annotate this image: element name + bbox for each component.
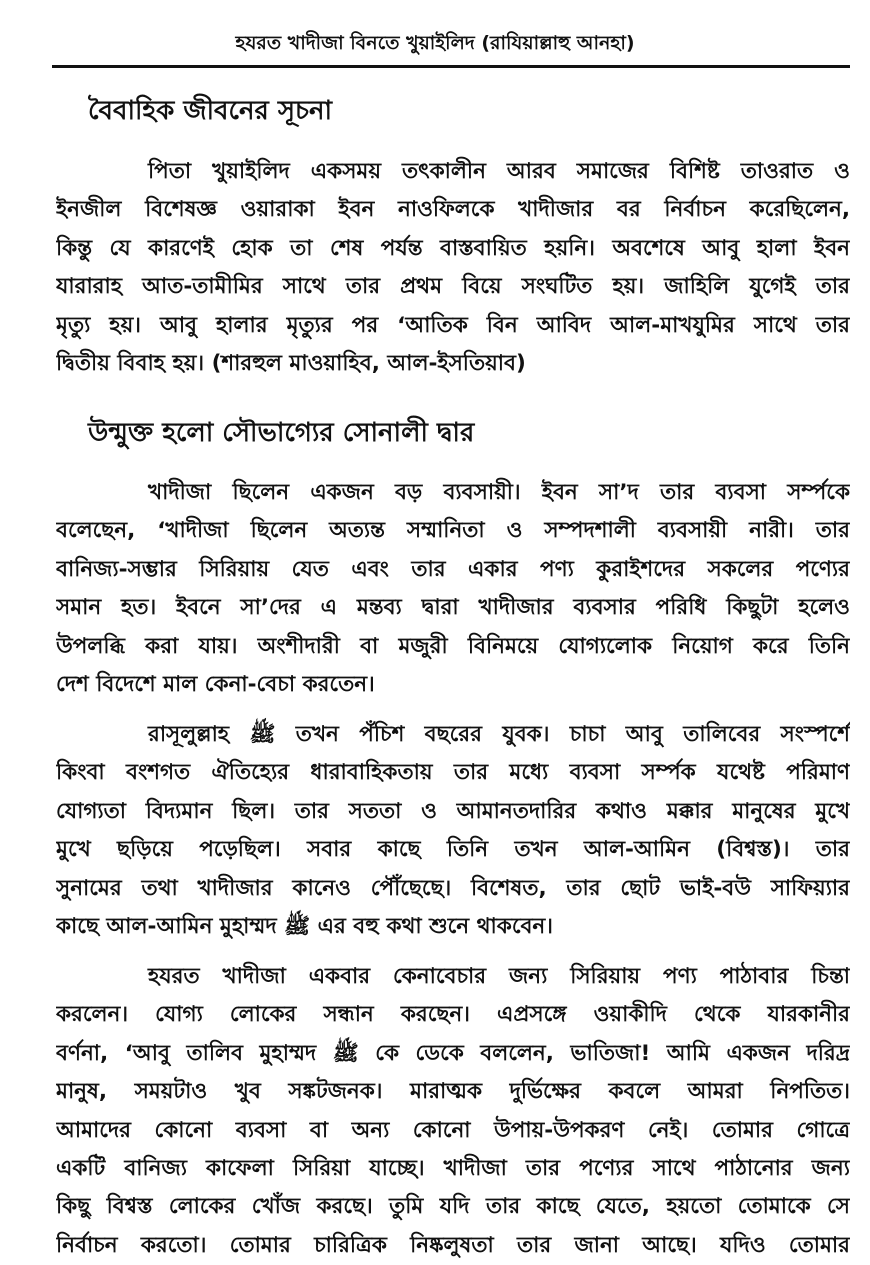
text-line: কিংবা বংশগত ঐতিহ্যের ধারাবাহিকতায় তার মধ্যে ব্যবসা সর্ম্পক যথেষ্ট পরিমাণ bbox=[56, 760, 850, 786]
text-line: কিন্তু যে কারণেই হোক তা শেষ পর্যন্ত বাস্তবায়িত হয়নি। অবশেষে আবু হালা ইবন bbox=[56, 235, 850, 261]
text-line: একটি বানিজ্য কাফেলা সিরিয়া যাচ্ছে। খাদীজা তার পণ্যের সাথে পাঠানোর জন্য bbox=[56, 1155, 850, 1181]
text-line: মানুষ, সময়টাও খুব সঙ্কটজনক। মারাত্মক দুর্ভিক্ষের কবলে আমরা নিপতিত। bbox=[56, 1079, 850, 1105]
text-line: আমাদের কোনো ব্যবসা বা অন্য কোনো উপায়-উপকরণ নেই। তোমার গোত্রে bbox=[56, 1117, 850, 1143]
paragraph bbox=[56, 716, 850, 946]
text-line: মৃত্যু হয়। আবু হালার মৃত্যুর পর ‘আতিক বিন আবিদ আল-মাখযুমির সাথে তার bbox=[56, 312, 850, 338]
text-line: রাসূলুল্লাহ ﷺ তখন পঁচিশ বছরের যুবক। চাচা আবু তালিবের সংস্পর্শে bbox=[148, 722, 850, 747]
text-line: করলেন। যোগ্য লোকের সন্ধান করছেন। এপ্রসঙ্গে ওয়াকীদি থেকে যারকানীর bbox=[56, 1002, 850, 1028]
text-line: উপলব্ধি করা যায়। অংশীদারী বা মজুরী বিনিময়ে যোগ্যলোক নিয়োগ করে তিনি bbox=[56, 633, 850, 659]
header-rule bbox=[52, 65, 850, 68]
text-line: যারারাহ আত-তামীমির সাথে তার প্রথম বিয়ে সংঘটিত হয়। জাহিলি যুগেই তার bbox=[56, 274, 850, 300]
text-line: দ্বিতীয় বিবাহ হয়। (শারহুল মাওয়াহিব, আল-ইসতিয়াব) bbox=[56, 350, 526, 376]
text-line: বলেছেন, ‘খাদীজা ছিলেন অত্যন্ত সম্মানিতা ও সম্পদশালী ব্যবসায়ী নারী। তার bbox=[56, 518, 850, 544]
paragraph bbox=[56, 153, 850, 383]
text-line: হযরত খাদীজা একবার কেনাবেচার জন্য সিরিয়ায় পণ্য পাঠাবার চিন্তা bbox=[148, 964, 850, 989]
text-line: পিতা খুয়াইলিদ একসময় তৎকালীন আরব সমাজের বিশিষ্ট তাওরাত ও bbox=[148, 159, 850, 184]
paragraph bbox=[56, 474, 850, 704]
text-line: যোগ্যতা বিদ্যমান ছিল। তার সততা ও আমানতদারির কথাও মক্কার মানুষের মুখে bbox=[56, 798, 850, 824]
text-line: দেশ বিদেশে মাল কেনা-বেচা করতেন। bbox=[56, 671, 375, 697]
text-line: ইনজীল বিশেষজ্ঞ ওয়ারাকা ইবন নাওফিলকে খাদীজার বর নির্বাচন করেছিলেন, bbox=[56, 197, 850, 223]
running-header: হযরত খাদীজা বিনতে খুয়াইলিদ (রাযিয়াল্লাহু আনহা) bbox=[235, 32, 635, 54]
text-line: নির্বাচন করতো। তোমার চারিত্রিক নিষ্কলুষতা তার জানা আছে। যদিও তোমার bbox=[56, 1232, 850, 1258]
text-line: বানিজ্য-সম্ভার সিরিয়ায় যেত এবং তার একার পণ্য কুরাইশদের সকলের পণ্যের bbox=[56, 556, 850, 582]
paragraph bbox=[56, 958, 850, 1265]
text-line: বর্ণনা, ‘আবু তালিব মুহাম্মদ ﷺ কে ডেকে বললেন, ভাতিজা! আমি একজন দরিদ্র bbox=[56, 1040, 850, 1066]
text-line: খাদীজা ছিলেন একজন বড় ব্যবসায়ী। ইবন সা’দ তার ব্যবসা সর্ম্পকে bbox=[148, 480, 850, 505]
text-line: সুনামের তথা খাদীজার কানেও পৌঁছেছে। বিশেষত, তার ছোট ভাই-বউ সাফিয়্যার bbox=[56, 875, 850, 901]
text-line: কাছে আল-আমিন মুহাম্মদ ﷺ এর বহু কথা শুনে থাকবেন। bbox=[56, 913, 553, 939]
text-line: সমান হত। ইবনে সা’দের এ মন্তব্য দ্বারা খাদীজার ব্যবসার পরিধি কিছুটা হলেও bbox=[56, 595, 850, 621]
section-heading-marriage: বৈবাহিক জীবনের সূচনা bbox=[88, 96, 333, 126]
text-line: কিছু বিশ্বস্ত লোকের খোঁজ করছে। তুমি যদি তার কাছে যেতে, হয়তো তোমাকে সে bbox=[56, 1194, 850, 1220]
section-heading-golden-door: উন্মুক্ত হলো সৌভাগ্যের সোনালী দ্বার bbox=[88, 418, 475, 448]
text-line: মুখে ছড়িয়ে পড়েছিল। সবার কাছে তিনি তখন আল-আমিন (বিশ্বস্ত)। তার bbox=[56, 837, 850, 863]
